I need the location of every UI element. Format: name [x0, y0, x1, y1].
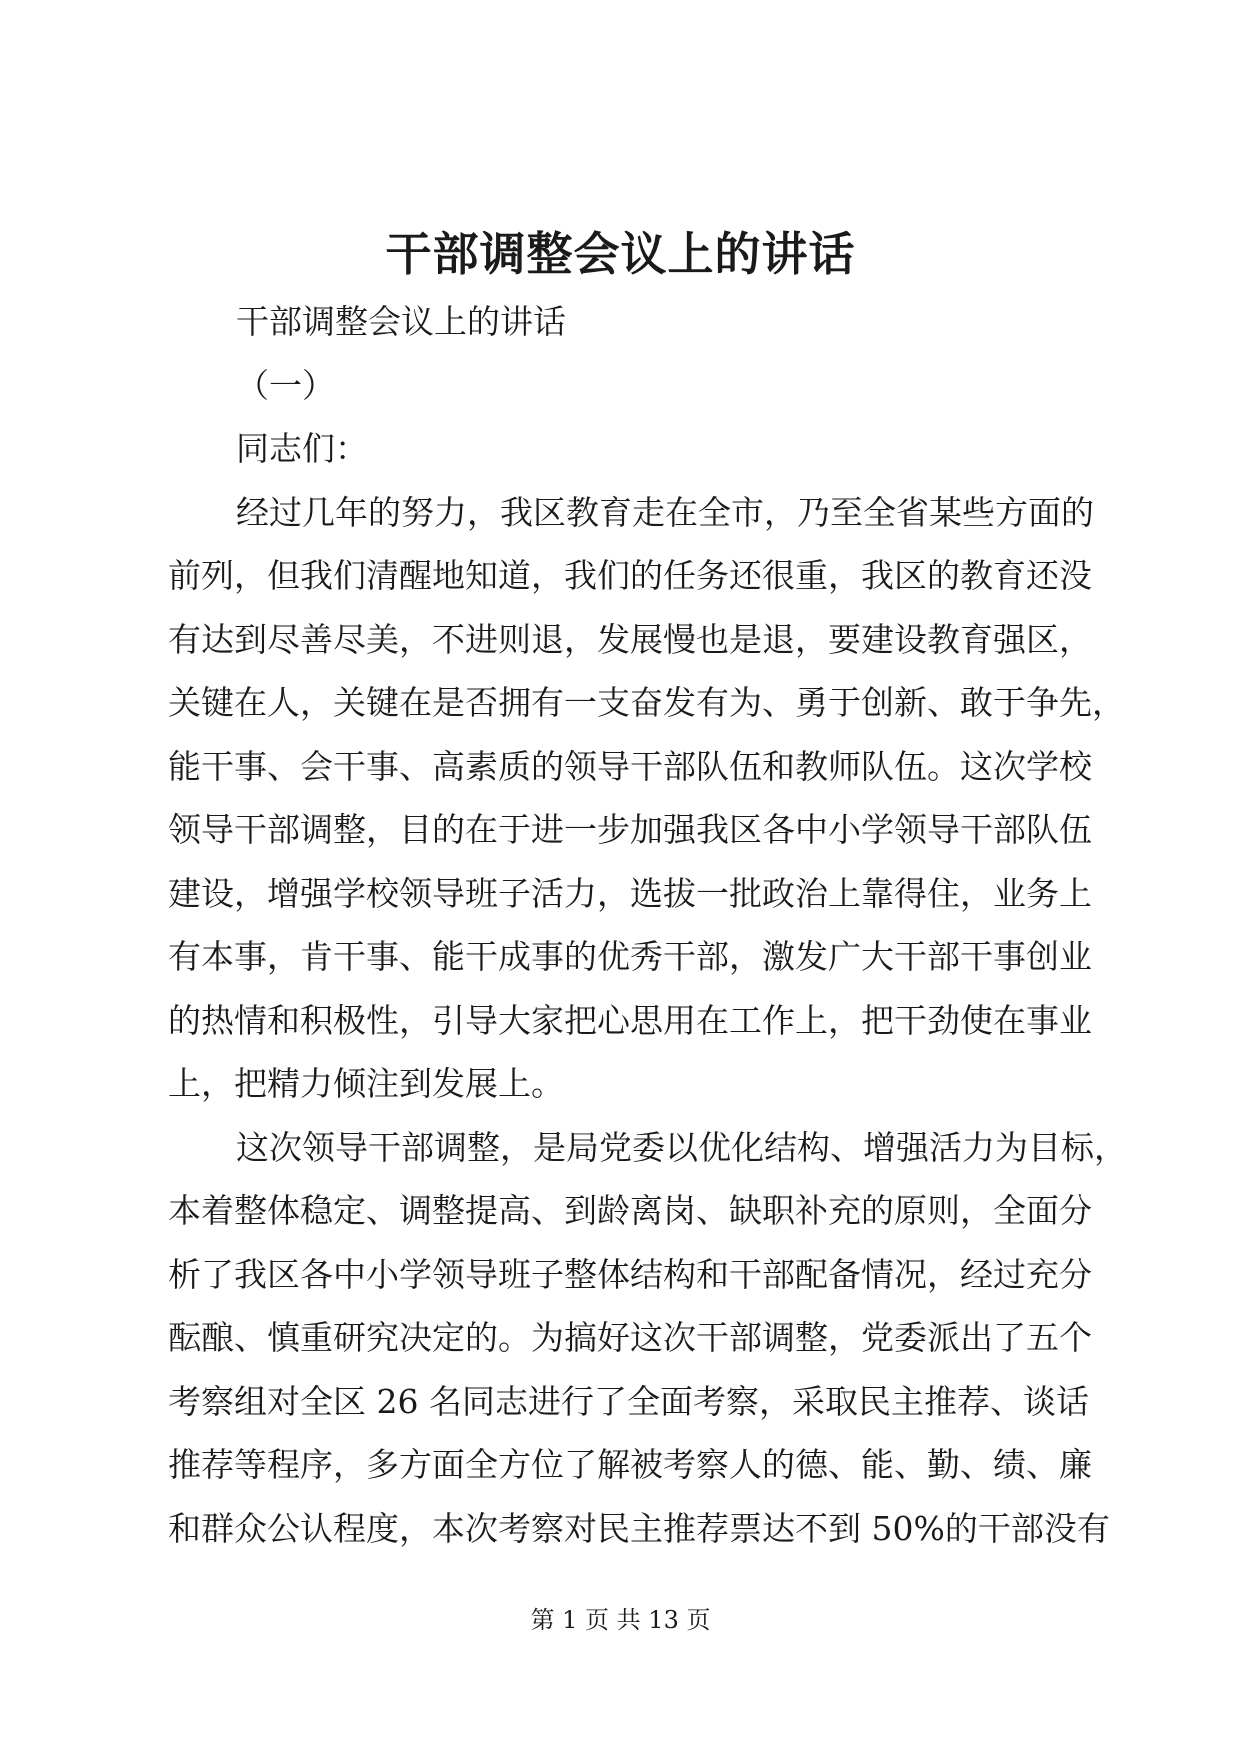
document-title: 干部调整会议上的讲话 — [385, 227, 856, 281]
paragraph-line: 有本事，肯干事、能干成事的优秀干部，激发广大干部干事创业 — [168, 937, 1092, 976]
paragraph-line: 干部调整会议上的讲话 — [236, 302, 566, 341]
paragraph-line: 这次领导干部调整，是局党委以优化结构、增强活力为目标， — [236, 1127, 1127, 1167]
paragraph-line: 能干事、会干事、高素质的领导干部队伍和教师队伍。这次学校 — [168, 746, 1092, 786]
paragraph-line: 前列，但我们清醒地知道，我们的任务还很重，我区的教育还没 — [168, 556, 1092, 595]
paragraph-line: 经过几年的努力，我区教育走在全市，乃至全省某些方面的 — [236, 492, 1094, 532]
paragraph — [168, 1116, 1127, 1561]
paragraph-line: 析了我区各中小学领导班子整体结构和干部配备情况，经过充分 — [168, 1254, 1092, 1294]
paragraph-line: 和群众公认程度，本次考察对民主推荐票达不到 50%的干部没有 — [168, 1508, 1110, 1548]
paragraph-line: 上，把精力倾注到发展上。 — [168, 1064, 564, 1103]
paragraph-line: 关键在人，关键在是否拥有一支奋发有为、勇于创新、敢于争先， — [168, 683, 1125, 722]
paragraph — [168, 290, 1093, 354]
paragraph-line: 本着整体稳定、调整提高、到龄离岗、缺职补充的原则，全面分 — [168, 1191, 1092, 1230]
paragraph — [168, 417, 1093, 481]
document-body — [168, 290, 1127, 1560]
paragraph-line: 酝酿、慎重研究决定的。为搞好这次干部调整，党委派出了五个 — [168, 1318, 1092, 1357]
paragraph-line: 推荐等程序，多方面全方位了解被考察人的德、能、勤、绩、廉 — [168, 1445, 1092, 1484]
paragraph — [168, 354, 1093, 418]
page-footer: 第 1 页 共 13 页 — [530, 1606, 711, 1634]
paragraph-line: 有达到尽善尽美，不进则退，发展慢也是退，要建设教育强区， — [168, 619, 1092, 659]
paragraph-line: 的热情和积极性，引导大家把心思用在工作上，把干劲使在事业 — [168, 1000, 1092, 1040]
paragraph-line: 同志们： — [236, 429, 368, 468]
paragraph-line: 领导干部调整，目的在于进一步加强我区各中小学领导干部队伍 — [168, 810, 1092, 849]
paragraph-line: 建设，增强学校领导班子活力，选拔一批政治上靠得住，业务上 — [168, 873, 1092, 913]
paragraph-line: （一） — [236, 365, 335, 405]
paragraph-line: 考察组对全区 26 名同志进行了全面考察，采取民主推荐、谈话 — [168, 1381, 1089, 1421]
paragraph — [168, 481, 1125, 1116]
